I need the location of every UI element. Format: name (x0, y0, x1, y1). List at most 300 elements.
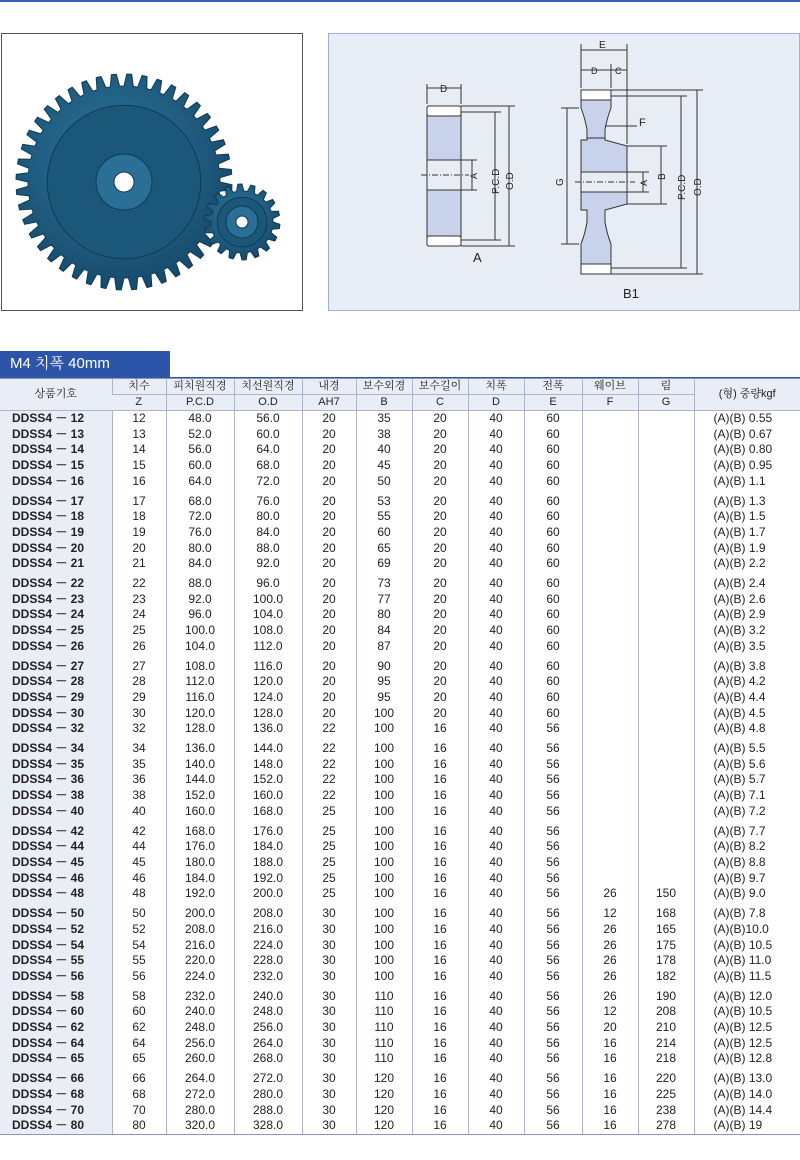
cell-pitch-diameter: 200.0 (166, 902, 234, 922)
cell-weight: (A)(B) 12.5 (694, 1020, 800, 1036)
cell-weight: (A)(B) 1.9 (694, 541, 800, 557)
cell-hub-length: 16 (412, 922, 468, 938)
cell-total-width: 60 (524, 639, 582, 655)
cell-weight: (A)(B) 3.8 (694, 655, 800, 675)
cell-total-width: 60 (524, 706, 582, 722)
cell-face-width: 40 (468, 690, 524, 706)
cell-teeth-count: 45 (112, 855, 166, 871)
cell-product-code: DDSS4 － 42 (0, 820, 112, 840)
table-row (0, 757, 800, 773)
cell-hub-diameter: 100 (356, 969, 412, 985)
header-web: 웨이브 (582, 379, 638, 395)
cell-web (582, 607, 638, 623)
cell-product-code: DDSS4 － 29 (0, 690, 112, 706)
cell-weight: (A)(B) 3.5 (694, 639, 800, 655)
cell-hub-diameter: 100 (356, 757, 412, 773)
cell-hub-length: 16 (412, 839, 468, 855)
cell-outside-diameter: 124.0 (234, 690, 302, 706)
subheader-e: E (524, 395, 582, 411)
cell-hub-length: 20 (412, 490, 468, 510)
cell-bore: 30 (302, 1004, 356, 1020)
cell-product-code: DDSS4 － 54 (0, 938, 112, 954)
cell-hub-diameter: 73 (356, 572, 412, 592)
cell-product-code: DDSS4 － 40 (0, 804, 112, 820)
cell-product-code: DDSS4 － 32 (0, 721, 112, 737)
table-row (0, 788, 800, 804)
cell-bore: 30 (302, 1051, 356, 1067)
table-row (0, 1118, 800, 1134)
cell-bore: 20 (302, 427, 356, 443)
table-row (0, 871, 800, 887)
cell-weight: (A)(B) 5.7 (694, 772, 800, 788)
cell-face-width: 40 (468, 985, 524, 1005)
cell-hub-length: 20 (412, 509, 468, 525)
cell-hub-length: 16 (412, 820, 468, 840)
cell-pitch-diameter: 216.0 (166, 938, 234, 954)
cell-outside-diameter: 176.0 (234, 820, 302, 840)
cell-face-width: 40 (468, 953, 524, 969)
cell-product-code: DDSS4 － 14 (0, 442, 112, 458)
cell-total-width: 56 (524, 804, 582, 820)
cell-teeth-count: 14 (112, 442, 166, 458)
cell-hub-diameter: 53 (356, 490, 412, 510)
table-row (0, 839, 800, 855)
cell-total-width: 56 (524, 788, 582, 804)
cell-face-width: 40 (468, 757, 524, 773)
cell-weight: (A)(B) 1.1 (694, 474, 800, 490)
cell-bore: 20 (302, 525, 356, 541)
subheader-z: Z (112, 395, 166, 411)
cell-face-width: 40 (468, 1118, 524, 1134)
cell-teeth-count: 15 (112, 458, 166, 474)
cell-teeth-count: 17 (112, 490, 166, 510)
cell-hub-length: 20 (412, 572, 468, 592)
cell-web: 16 (582, 1036, 638, 1052)
cell-rim (638, 442, 694, 458)
cell-pitch-diameter: 112.0 (166, 674, 234, 690)
cell-pitch-diameter: 104.0 (166, 639, 234, 655)
table-row (0, 639, 800, 655)
cell-hub-diameter: 100 (356, 788, 412, 804)
dim-c-label: C (615, 66, 622, 76)
cell-rim (638, 721, 694, 737)
cell-bore: 30 (302, 1087, 356, 1103)
table-row (0, 855, 800, 871)
cell-face-width: 40 (468, 490, 524, 510)
table-row (0, 572, 800, 592)
cell-product-code: DDSS4 － 52 (0, 922, 112, 938)
cell-total-width: 60 (524, 655, 582, 675)
subheader-od: O.D (234, 395, 302, 411)
cell-weight: (A)(B) 10.5 (694, 1004, 800, 1020)
cell-face-width: 40 (468, 607, 524, 623)
cell-outside-diameter: 144.0 (234, 737, 302, 757)
cell-outside-diameter: 216.0 (234, 922, 302, 938)
cell-weight: (A)(B) 12.5 (694, 1036, 800, 1052)
cell-pitch-diameter: 208.0 (166, 922, 234, 938)
cell-rim (638, 427, 694, 443)
cell-pitch-diameter: 80.0 (166, 541, 234, 557)
cell-product-code: DDSS4 － 22 (0, 572, 112, 592)
cell-rim (638, 490, 694, 510)
cell-outside-diameter: 240.0 (234, 985, 302, 1005)
cell-bore: 20 (302, 655, 356, 675)
cell-bore: 30 (302, 969, 356, 985)
cell-hub-diameter: 100 (356, 855, 412, 871)
table-row (0, 474, 800, 490)
cell-product-code: DDSS4 － 25 (0, 623, 112, 639)
cell-web (582, 690, 638, 706)
cell-teeth-count: 56 (112, 969, 166, 985)
cell-bore: 25 (302, 804, 356, 820)
cell-bore: 20 (302, 490, 356, 510)
cell-outside-diameter: 64.0 (234, 442, 302, 458)
cell-weight: (A)(B)10.0 (694, 922, 800, 938)
cell-hub-diameter: 45 (356, 458, 412, 474)
table-row (0, 721, 800, 737)
cell-outside-diameter: 80.0 (234, 509, 302, 525)
subheader-ah7: AH7 (302, 395, 356, 411)
cell-rim: 220 (638, 1067, 694, 1087)
cell-weight: (A)(B) 9.0 (694, 886, 800, 902)
cell-rim: 182 (638, 969, 694, 985)
cell-pitch-diameter: 184.0 (166, 871, 234, 887)
cell-teeth-count: 46 (112, 871, 166, 887)
cell-web: 12 (582, 1004, 638, 1020)
cell-pitch-diameter: 220.0 (166, 953, 234, 969)
cell-rim (638, 737, 694, 757)
cell-weight: (A)(B) 7.7 (694, 820, 800, 840)
cell-outside-diameter: 232.0 (234, 969, 302, 985)
cell-face-width: 40 (468, 442, 524, 458)
cell-hub-length: 20 (412, 607, 468, 623)
table-row (0, 1087, 800, 1103)
cell-product-code: DDSS4 － 46 (0, 871, 112, 887)
cell-hub-length: 16 (412, 953, 468, 969)
cell-bore: 30 (302, 1067, 356, 1087)
cell-outside-diameter: 68.0 (234, 458, 302, 474)
cell-bore: 30 (302, 922, 356, 938)
table-row (0, 427, 800, 443)
cell-face-width: 40 (468, 639, 524, 655)
cell-web (582, 804, 638, 820)
cell-rim (638, 639, 694, 655)
cell-hub-diameter: 38 (356, 427, 412, 443)
cell-product-code: DDSS4 － 50 (0, 902, 112, 922)
cell-teeth-count: 44 (112, 839, 166, 855)
cell-hub-diameter: 110 (356, 1004, 412, 1020)
cell-product-code: DDSS4 － 27 (0, 655, 112, 675)
cell-hub-length: 16 (412, 1036, 468, 1052)
cell-bore: 30 (302, 938, 356, 954)
cell-product-code: DDSS4 － 13 (0, 427, 112, 443)
cell-hub-diameter: 50 (356, 474, 412, 490)
cell-bore: 22 (302, 721, 356, 737)
cell-hub-length: 20 (412, 706, 468, 722)
cell-hub-length: 16 (412, 1103, 468, 1119)
cell-outside-diameter: 224.0 (234, 938, 302, 954)
cell-web (582, 623, 638, 639)
cell-web (582, 572, 638, 592)
cell-total-width: 60 (524, 458, 582, 474)
cell-web: 16 (582, 1118, 638, 1134)
table-row (0, 804, 800, 820)
cell-total-width: 60 (524, 525, 582, 541)
cell-total-width: 60 (524, 474, 582, 490)
cell-weight: (A)(B) 14.4 (694, 1103, 800, 1119)
subheader-pcd: P.C.D (166, 395, 234, 411)
cell-teeth-count: 70 (112, 1103, 166, 1119)
cell-face-width: 40 (468, 706, 524, 722)
dim-od-label-b1: O.D (693, 178, 704, 196)
cell-product-code: DDSS4 － 17 (0, 490, 112, 510)
cell-hub-diameter: 100 (356, 871, 412, 887)
dim-pcd-label-b1: P.C.D (677, 174, 688, 200)
cell-weight: (A)(B) 4.5 (694, 706, 800, 722)
cell-pitch-diameter: 92.0 (166, 592, 234, 608)
cell-weight: (A)(B) 0.95 (694, 458, 800, 474)
cell-web (582, 757, 638, 773)
cell-product-code: DDSS4 － 45 (0, 855, 112, 871)
header-bore: 내경 (302, 379, 356, 395)
header-code: 상품기호 (0, 379, 112, 411)
table-row (0, 607, 800, 623)
cell-pitch-diameter: 64.0 (166, 474, 234, 490)
cell-web (582, 556, 638, 572)
cell-product-code: DDSS4 － 21 (0, 556, 112, 572)
cell-weight: (A)(B) 11.0 (694, 953, 800, 969)
cell-pitch-diameter: 72.0 (166, 509, 234, 525)
cell-hub-length: 16 (412, 1051, 468, 1067)
cell-pitch-diameter: 320.0 (166, 1118, 234, 1134)
cell-teeth-count: 40 (112, 804, 166, 820)
table-row (0, 592, 800, 608)
cell-hub-length: 20 (412, 639, 468, 655)
cell-hub-length: 20 (412, 458, 468, 474)
cell-outside-diameter: 288.0 (234, 1103, 302, 1119)
cell-face-width: 40 (468, 525, 524, 541)
cell-face-width: 40 (468, 839, 524, 855)
cell-hub-length: 16 (412, 757, 468, 773)
cell-total-width: 60 (524, 556, 582, 572)
cell-rim: 238 (638, 1103, 694, 1119)
cell-product-code: DDSS4 － 55 (0, 953, 112, 969)
cell-teeth-count: 58 (112, 985, 166, 1005)
cell-hub-length: 16 (412, 938, 468, 954)
cell-web (582, 541, 638, 557)
header-teeth: 치수 (112, 379, 166, 395)
cell-weight: (A)(B) 7.1 (694, 788, 800, 804)
cell-weight: (A)(B) 7.8 (694, 902, 800, 922)
cell-outside-diameter: 120.0 (234, 674, 302, 690)
cell-face-width: 40 (468, 1051, 524, 1067)
cell-hub-diameter: 80 (356, 607, 412, 623)
cell-teeth-count: 48 (112, 886, 166, 902)
cell-teeth-count: 64 (112, 1036, 166, 1052)
cell-total-width: 56 (524, 1051, 582, 1067)
cell-face-width: 40 (468, 1004, 524, 1020)
cell-rim (638, 572, 694, 592)
cell-rim (638, 592, 694, 608)
cell-rim (638, 458, 694, 474)
cell-web (582, 871, 638, 887)
cell-product-code: DDSS4 － 23 (0, 592, 112, 608)
table-row (0, 411, 800, 427)
cell-hub-length: 20 (412, 623, 468, 639)
cell-rim (638, 706, 694, 722)
cell-rim: 150 (638, 886, 694, 902)
cell-total-width: 60 (524, 674, 582, 690)
cell-pitch-diameter: 168.0 (166, 820, 234, 840)
cell-total-width: 56 (524, 757, 582, 773)
cell-rim (638, 855, 694, 871)
header-total-width: 전폭 (524, 379, 582, 395)
cell-product-code: DDSS4 － 60 (0, 1004, 112, 1020)
cell-rim: 208 (638, 1004, 694, 1020)
cell-outside-diameter: 128.0 (234, 706, 302, 722)
cell-total-width: 56 (524, 721, 582, 737)
gear-pair-illustration (2, 34, 302, 310)
cell-rim (638, 690, 694, 706)
cell-weight: (A)(B) 4.8 (694, 721, 800, 737)
cell-product-code: DDSS4 － 36 (0, 772, 112, 788)
cell-total-width: 60 (524, 572, 582, 592)
cell-outside-diameter: 160.0 (234, 788, 302, 804)
cell-product-code: DDSS4 － 65 (0, 1051, 112, 1067)
cell-weight: (A)(B) 8.2 (694, 839, 800, 855)
cell-total-width: 60 (524, 623, 582, 639)
cell-total-width: 60 (524, 490, 582, 510)
cell-outside-diameter: 192.0 (234, 871, 302, 887)
cell-face-width: 40 (468, 969, 524, 985)
cell-total-width: 56 (524, 1067, 582, 1087)
cell-face-width: 40 (468, 509, 524, 525)
cell-total-width: 56 (524, 839, 582, 855)
cell-face-width: 40 (468, 871, 524, 887)
cell-face-width: 40 (468, 820, 524, 840)
cell-outside-diameter: 88.0 (234, 541, 302, 557)
table-row (0, 556, 800, 572)
cell-pitch-diameter: 136.0 (166, 737, 234, 757)
cell-hub-diameter: 100 (356, 772, 412, 788)
cell-web (582, 592, 638, 608)
cell-product-code: DDSS4 － 80 (0, 1118, 112, 1134)
cell-face-width: 40 (468, 1087, 524, 1103)
cell-face-width: 40 (468, 411, 524, 427)
cell-rim (638, 623, 694, 639)
cell-weight: (A)(B) 9.7 (694, 871, 800, 887)
cell-hub-length: 20 (412, 655, 468, 675)
cell-teeth-count: 42 (112, 820, 166, 840)
cell-hub-length: 16 (412, 772, 468, 788)
cell-hub-length: 16 (412, 985, 468, 1005)
cell-rim: 225 (638, 1087, 694, 1103)
cell-face-width: 40 (468, 804, 524, 820)
dim-d-label-b1: D (591, 66, 598, 76)
cell-outside-diameter: 60.0 (234, 427, 302, 443)
cell-bore: 20 (302, 474, 356, 490)
cell-hub-length: 16 (412, 855, 468, 871)
cell-outside-diameter: 328.0 (234, 1118, 302, 1134)
table-row (0, 1036, 800, 1052)
cell-rim: 165 (638, 922, 694, 938)
table-row (0, 938, 800, 954)
table-row (0, 490, 800, 510)
cell-face-width: 40 (468, 788, 524, 804)
cell-hub-length: 20 (412, 442, 468, 458)
header-pcd: 피치원직경 (166, 379, 234, 395)
cell-web: 26 (582, 886, 638, 902)
label-type-b1: B1 (623, 286, 639, 301)
cell-teeth-count: 13 (112, 427, 166, 443)
cell-rim: 168 (638, 902, 694, 922)
cell-rim: 210 (638, 1020, 694, 1036)
cell-outside-diameter: 72.0 (234, 474, 302, 490)
type-b1-profile (561, 44, 703, 274)
cell-hub-diameter: 100 (356, 721, 412, 737)
cell-web: 26 (582, 985, 638, 1005)
cell-hub-diameter: 100 (356, 938, 412, 954)
cell-hub-length: 20 (412, 525, 468, 541)
cell-hub-length: 16 (412, 737, 468, 757)
cell-total-width: 56 (524, 737, 582, 757)
cell-weight: (A)(B) 7.2 (694, 804, 800, 820)
cell-teeth-count: 80 (112, 1118, 166, 1134)
cell-teeth-count: 55 (112, 953, 166, 969)
cell-hub-diameter: 110 (356, 1036, 412, 1052)
cell-web (582, 674, 638, 690)
cell-total-width: 56 (524, 985, 582, 1005)
cell-pitch-diameter: 192.0 (166, 886, 234, 902)
cell-face-width: 40 (468, 902, 524, 922)
cell-product-code: DDSS4 － 16 (0, 474, 112, 490)
cell-bore: 30 (302, 1020, 356, 1036)
cell-web (582, 525, 638, 541)
cell-teeth-count: 68 (112, 1087, 166, 1103)
cell-hub-length: 16 (412, 902, 468, 922)
cell-weight: (A)(B) 0.80 (694, 442, 800, 458)
cell-hub-diameter: 100 (356, 839, 412, 855)
cell-teeth-count: 18 (112, 509, 166, 525)
cell-outside-diameter: 76.0 (234, 490, 302, 510)
cell-hub-length: 20 (412, 556, 468, 572)
cell-total-width: 56 (524, 1020, 582, 1036)
table-row (0, 902, 800, 922)
spec-table-body (0, 411, 800, 1135)
cell-bore: 20 (302, 509, 356, 525)
header-hub-dia: 보수외경 (356, 379, 412, 395)
cell-face-width: 40 (468, 886, 524, 902)
cell-hub-diameter: 110 (356, 1020, 412, 1036)
cell-rim (638, 655, 694, 675)
cell-teeth-count: 38 (112, 788, 166, 804)
cell-face-width: 40 (468, 592, 524, 608)
cell-total-width: 56 (524, 969, 582, 985)
section-title: M4 치폭 40mm (0, 351, 170, 377)
cell-face-width: 40 (468, 1103, 524, 1119)
cell-hub-length: 16 (412, 886, 468, 902)
header-row-sub (0, 395, 800, 411)
cell-pitch-diameter: 120.0 (166, 706, 234, 722)
cell-face-width: 40 (468, 623, 524, 639)
cell-bore: 22 (302, 788, 356, 804)
cell-bore: 30 (302, 1103, 356, 1119)
cell-bore: 30 (302, 1036, 356, 1052)
cell-total-width: 60 (524, 690, 582, 706)
cell-web (582, 772, 638, 788)
cell-outside-diameter: 280.0 (234, 1087, 302, 1103)
table-row (0, 1004, 800, 1020)
